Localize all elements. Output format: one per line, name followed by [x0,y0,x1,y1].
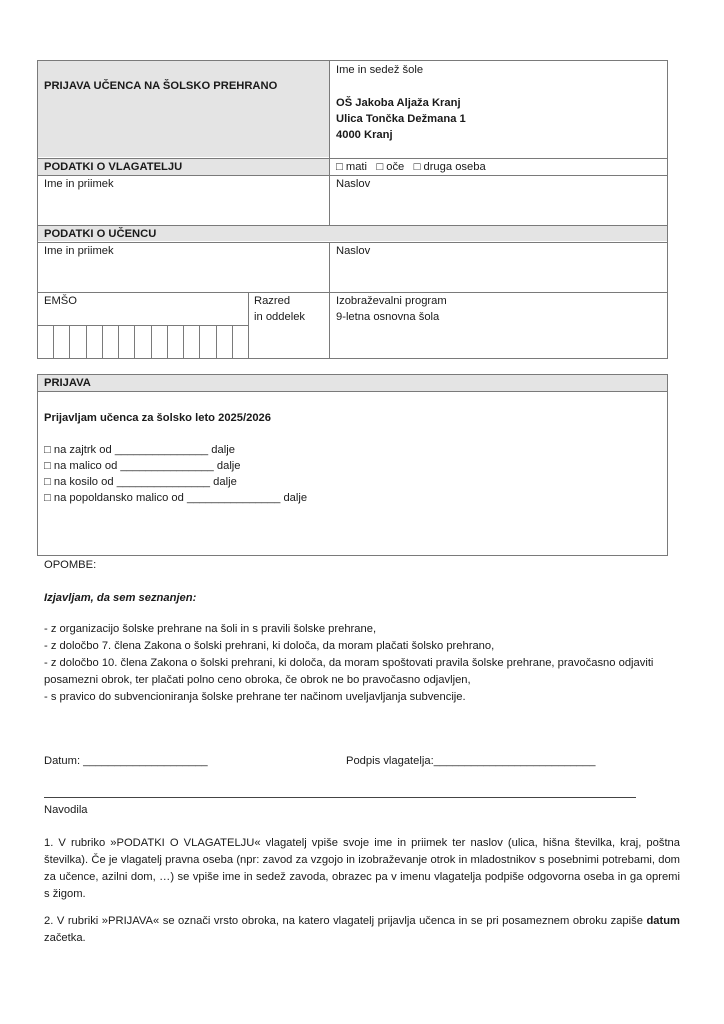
school-name: OŠ Jakoba Aljaža Kranj [336,97,461,109]
applicant-address-field[interactable] [330,192,666,224]
checkbox-icon[interactable]: □ [44,476,51,488]
student-address-label: Naslov [336,245,371,257]
school-label: Ime in sedež šole [336,64,424,76]
emso-cell-divider [151,325,152,358]
declaration-item: - z določbo 7. člena Zakona o šolski prehrani, ki določa, da moram plačati šolsko prehrano, [44,640,495,652]
emso-cell-divider [53,325,54,358]
instruction-1: 1. V rubriko »PODATKI O VLAGATELJU« vlagatelj vpiše svoje ime in priimek ter naslov (ulica, hišna številka, kraj, poštna številka). Če je vlagatelj pravna oseba (npr: zavod za vzgojo in izobraževanje otrok in mladostnikov s posebnimi potrebami, dom za učence, azilni dom, …) se vpiše ime in sedež zavoda, obrazec pa v imenu vlagatelja podpiše odgovorna oseba in ga opremi s žigom. [44,837,680,900]
emso-cell-divider [183,325,184,358]
declaration-item: - s pravico do subvencioniranja šolske prehrane ter načinom uveljavljanja subvencije. [44,691,466,703]
emso-cell-divider [86,325,87,358]
class-label-line1: Razred [254,295,291,307]
date-blank[interactable]: _______________ [114,444,209,456]
date-line: Datum: ____________________ [44,755,208,767]
separator-line [44,797,636,798]
application-statement: Prijavljam učenca za šolsko leto 2025/2026 [44,412,271,424]
relation-options [336,159,486,175]
applicant-name-label: Ime in priimek [44,178,114,190]
date-blank[interactable]: _______________ [186,492,281,504]
form-title: PRIJAVA UČENCA NA ŠOLSKO PREHRANO [44,80,278,92]
application-section-title: PRIJAVA [44,377,91,389]
relation-oce-checkbox[interactable]: □ oče [376,161,405,173]
signature-line: Podpis vlagatelja:__________________________ [346,755,596,767]
relation-druga-oseba-checkbox[interactable]: □ druga oseba [413,161,486,173]
declaration-list [44,621,674,706]
date-blank[interactable]: _______________ [116,476,211,488]
declaration-title: Izjavljam, da sem seznanjen: [44,592,197,604]
emso-cell-divider [102,325,103,358]
notes-label: OPOMBE: [44,559,97,571]
applicant-address-label: Naslov [336,178,371,190]
title-cell-bg [37,61,329,157]
emso-cell-divider [134,325,135,358]
declaration-item: - z določbo 10. člena Zakona o šolski prehrani, ki določa, da moram spoštovati pravila šolske prehrane, pravočasno odjaviti posamezni obrok, ter plačati polno ceno obroka, če obrok ne bo pravočasno odjavljen, [44,657,654,686]
student-section-title: PODATKI O UČENCU [44,228,157,240]
meal-option-afternoon-snack[interactable]: □ na popoldansko malico od _______________ dalje [44,492,308,504]
emso-cell-divider [167,325,168,358]
emso-cell-divider [118,325,119,358]
class-label-line2: in oddelek [254,311,306,323]
applicant-name-field[interactable] [38,192,328,224]
emso-cell-divider [69,325,70,358]
class-field[interactable] [249,326,328,357]
student-name-field[interactable] [38,259,328,291]
emso-label: EMŠO [44,295,77,307]
school-city: 4000 Kranj [336,129,393,141]
checkbox-icon[interactable]: □ [44,444,51,456]
emso-cell-divider [232,325,233,358]
emso-cell-divider [216,325,217,358]
date-blank[interactable]: _______________ [120,460,214,472]
school-street: Ulica Tončka Dežmana 1 [336,113,466,125]
program-label: Izobraževalni program [336,295,447,307]
meal-option-lunch[interactable]: □ na kosilo od _______________ dalje [44,476,237,488]
relation-mati-checkbox[interactable]: □ mati [336,161,368,173]
student-name-label: Ime in priimek [44,245,114,257]
applicant-section-title: PODATKI O VLAGATELJU [44,161,183,173]
declaration-item: - z organizacijo šolske prehrane na šoli in s pravili šolske prehrane, [44,623,377,635]
instruction-2: 2. V rubriki »PRIJAVA« se označi vrsto obroka, na katero vlagatelj prijavlja učenca in se pri posameznem obroku zapiše datum začetka. [44,915,680,944]
signature-field[interactable]: __________________________ [433,755,596,767]
student-address-field[interactable] [330,259,666,291]
meal-option-breakfast[interactable]: □ na zajtrk od _______________ dalje [44,444,235,456]
emso-cell-divider [199,325,200,358]
instructions-title: Navodila [44,804,88,816]
program-value: 9-letna osnovna šola [336,311,440,323]
checkbox-icon[interactable]: □ [44,492,51,504]
meal-option-snack[interactable]: □ na malico od _______________ dalje [44,460,241,472]
date-field[interactable]: ____________________ [83,755,208,767]
checkbox-icon[interactable]: □ [44,460,51,472]
application-header-bg [37,375,667,391]
